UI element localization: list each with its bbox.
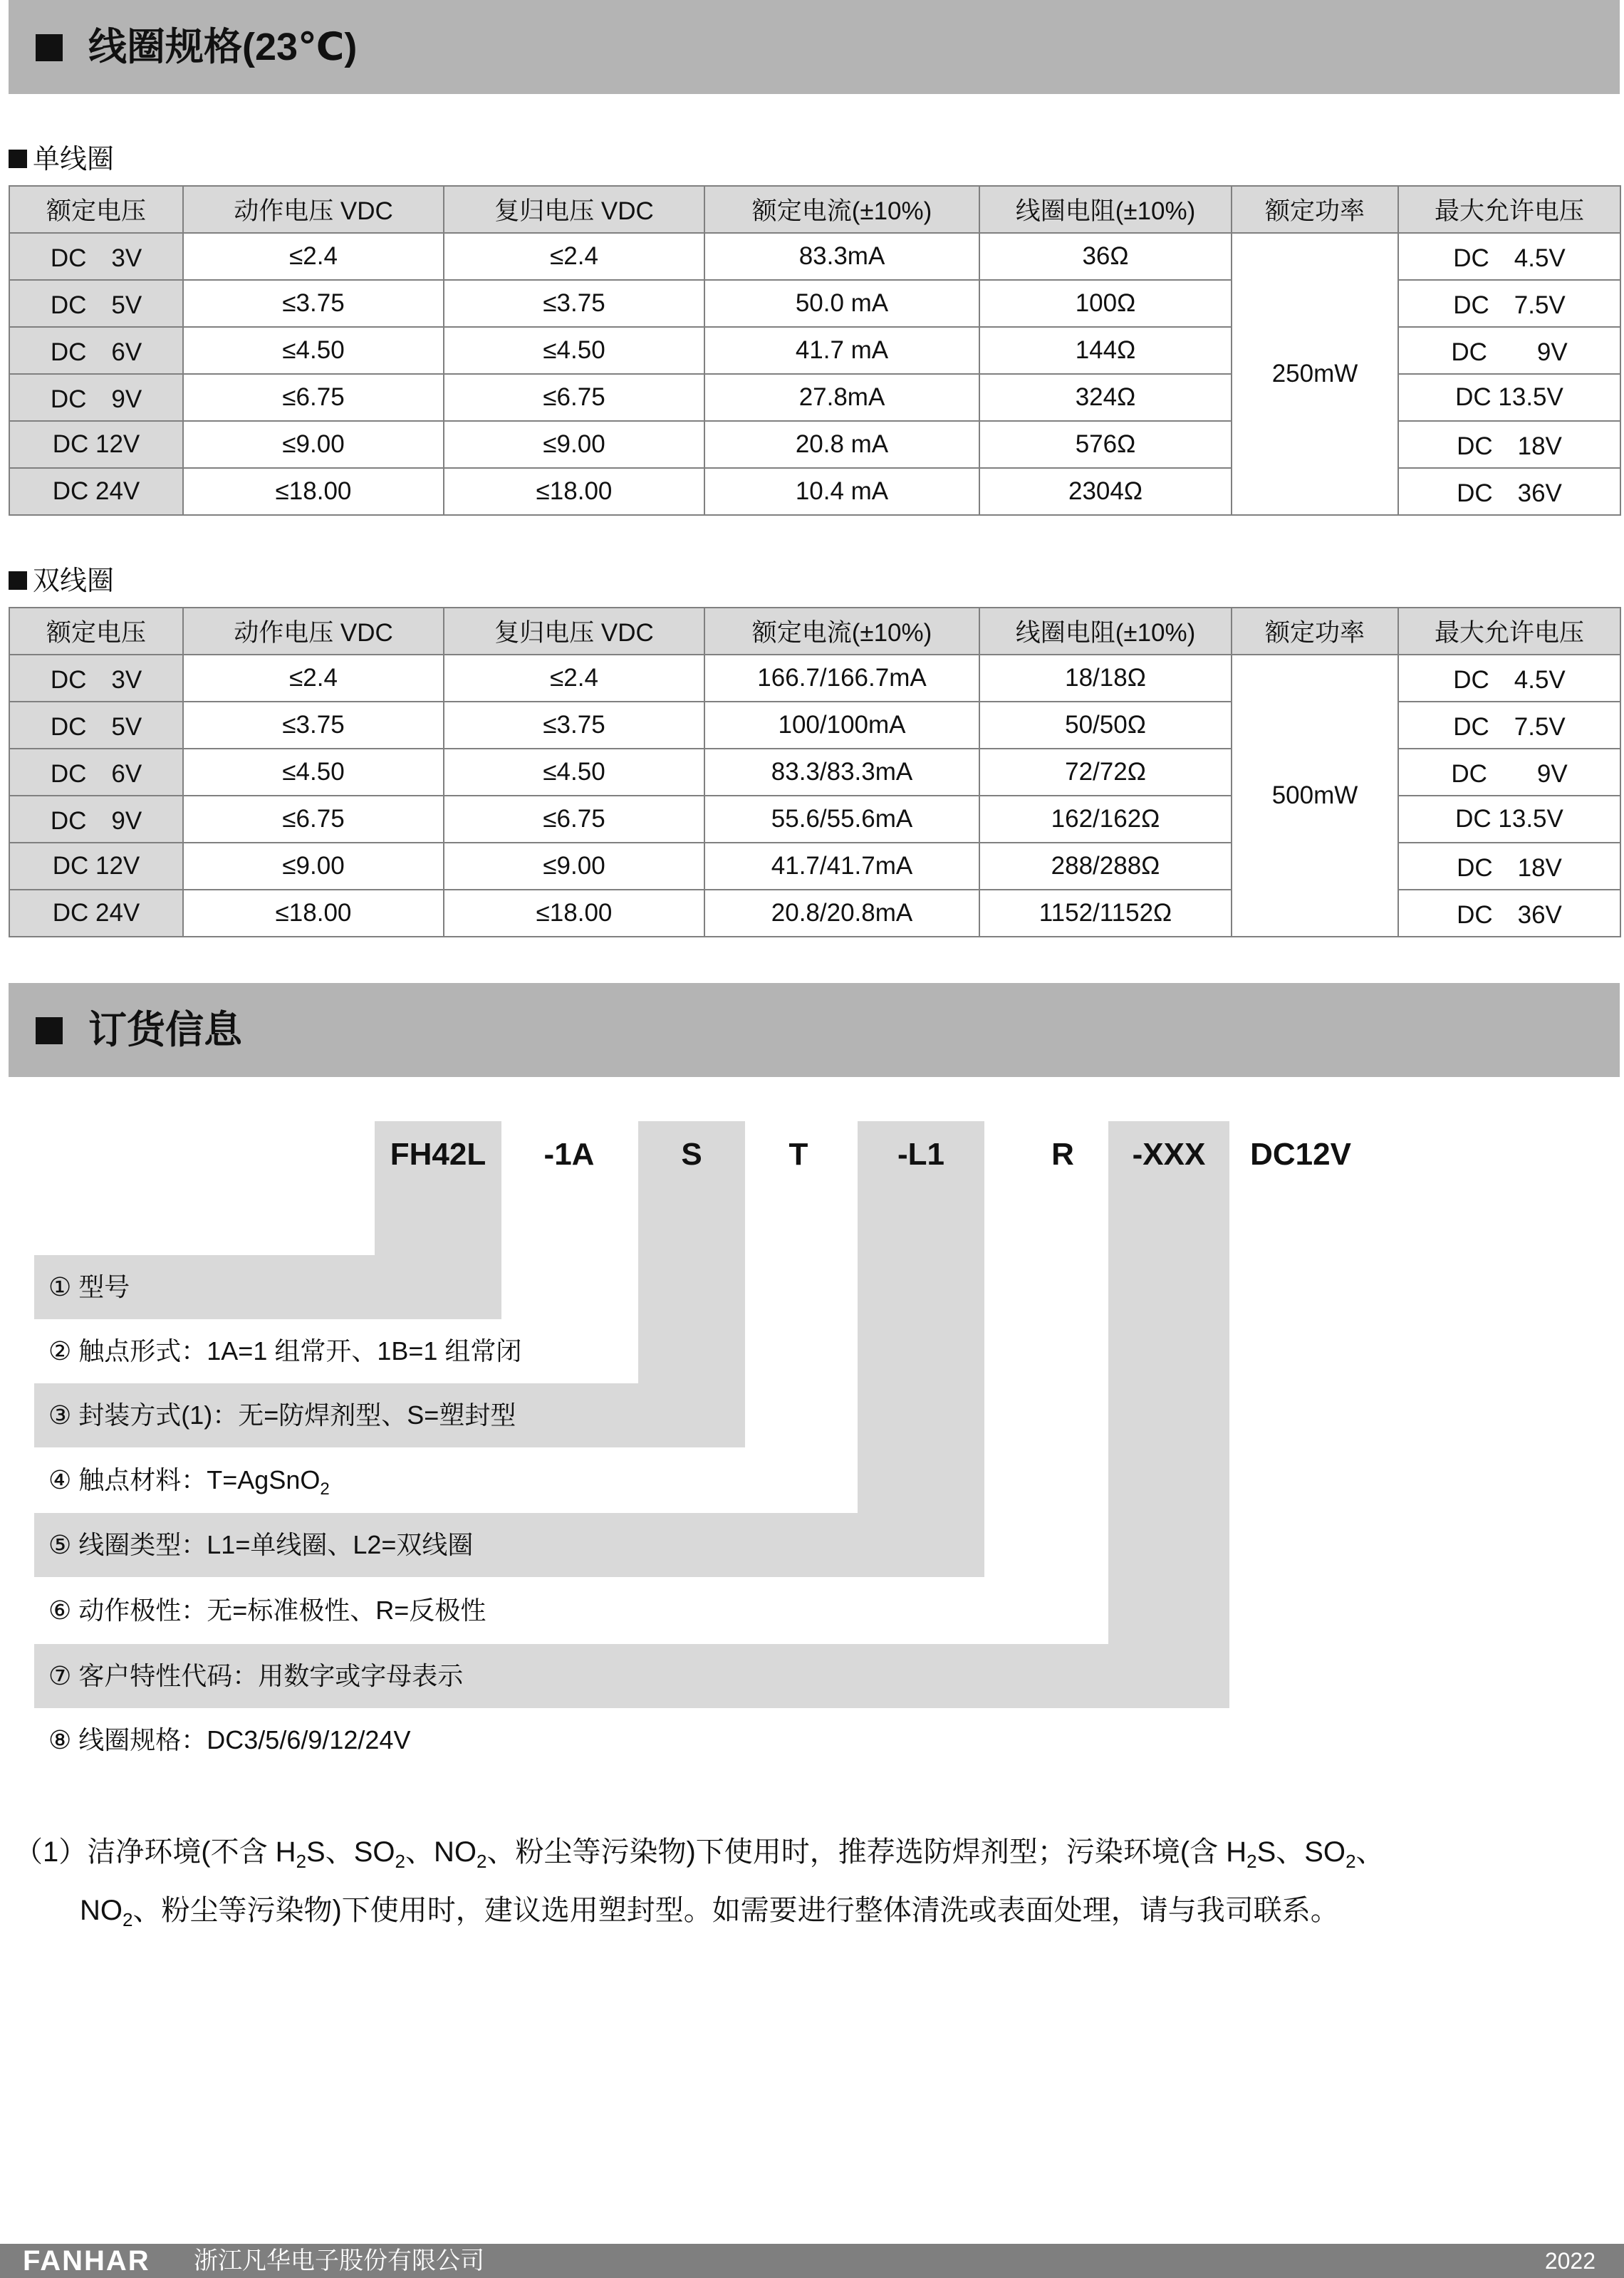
table-cell: DC 18V xyxy=(1398,421,1620,468)
table-cell: DC 9V xyxy=(1398,327,1620,374)
subscript: 2 xyxy=(395,1851,405,1872)
double-coil-table xyxy=(9,607,1621,937)
table-cell: DC 6V xyxy=(9,749,183,796)
legend-item-6 xyxy=(48,1579,486,1643)
table-cell: DC 4.5V xyxy=(1398,655,1620,702)
heading-text: 双线圈 xyxy=(33,566,115,596)
table-cell: 55.6/55.6mA xyxy=(704,796,979,843)
header-cell: 额定电压 xyxy=(9,608,183,655)
table-cell: 288/288Ω xyxy=(979,843,1232,890)
table-cell: 27.8mA xyxy=(704,374,979,421)
table-cell: ≤6.75 xyxy=(444,796,704,843)
table-cell: 324Ω xyxy=(979,374,1232,421)
table-cell: ≤4.50 xyxy=(444,749,704,796)
legend-text: ⑤ 线圈类型：L1=单线圈、L2=双线圈 xyxy=(48,1530,474,1559)
note-text: 、 xyxy=(1355,1836,1385,1868)
note-line-1 xyxy=(14,1824,1385,1890)
table-cell: ≤18.00 xyxy=(444,890,704,937)
table-cell: DC 4.5V xyxy=(1398,233,1620,280)
header-cell: 最大允许电压 xyxy=(1398,186,1620,233)
rated-power-cell: 250mW xyxy=(1232,233,1398,515)
table-cell: ≤3.75 xyxy=(444,702,704,749)
table-cell: 36Ω xyxy=(979,233,1232,280)
table-cell: 20.8 mA xyxy=(704,421,979,468)
note-line-2 xyxy=(80,1882,1339,1948)
table-cell: DC 24V xyxy=(9,468,183,515)
section-title: 订货信息 xyxy=(88,1009,242,1051)
note-text: 、粉尘等污染物)下使用时，推荐选防焊剂型；污染环境(含 H xyxy=(486,1836,1247,1868)
table-cell: 83.3/83.3mA xyxy=(704,749,979,796)
code-segment-model: FH42L xyxy=(390,1137,486,1172)
code-segment-contact-material: T xyxy=(788,1137,808,1172)
table-cell: DC 7.5V xyxy=(1398,702,1620,749)
table-cell: 2304Ω xyxy=(979,468,1232,515)
table-cell: DC 18V xyxy=(1398,843,1620,890)
table-cell: ≤2.4 xyxy=(444,233,704,280)
header-cell: 额定功率 xyxy=(1232,608,1398,655)
table-cell: 20.8/20.8mA xyxy=(704,890,979,937)
table-cell: DC 9V xyxy=(9,796,183,843)
table-cell: DC 5V xyxy=(9,280,183,327)
table-cell: DC 12V xyxy=(9,843,183,890)
table-cell: 41.7/41.7mA xyxy=(704,843,979,890)
header-cell: 额定电流(±10%) xyxy=(704,186,979,233)
table-cell: 83.3mA xyxy=(704,233,979,280)
table-header-row xyxy=(9,186,1620,233)
header-cell: 动作电压 VDC xyxy=(183,608,444,655)
table-cell: DC 36V xyxy=(1398,890,1620,937)
code-segment-customer: -XXX xyxy=(1132,1137,1206,1172)
header-cell: 额定电压 xyxy=(9,186,183,233)
table-cell: ≤9.00 xyxy=(183,843,444,890)
table-cell: DC 13.5V xyxy=(1398,374,1620,421)
table-cell: DC 3V xyxy=(9,655,183,702)
bullet-square-icon xyxy=(36,34,63,61)
table-cell: ≤4.50 xyxy=(183,749,444,796)
code-segment-contact-form: -1A xyxy=(543,1137,595,1172)
table-cell: 144Ω xyxy=(979,327,1232,374)
table-cell: 41.7 mA xyxy=(704,327,979,374)
table-cell: 100Ω xyxy=(979,280,1232,327)
legend-item-3 xyxy=(48,1383,516,1447)
legend-text: ② 触点形式：1A=1 组常开、1B=1 组常闭 xyxy=(48,1336,522,1366)
table-header-row xyxy=(9,608,1620,655)
table-cell: ≤6.75 xyxy=(444,374,704,421)
legend-text: ③ 封装方式(1)：无=防焊剂型、S=塑封型 xyxy=(48,1400,516,1430)
table-cell: ≤4.50 xyxy=(183,327,444,374)
table-cell: DC 6V xyxy=(9,327,183,374)
note-text: （1）洁净环境(不含 H xyxy=(14,1836,296,1868)
subscript: 2 xyxy=(320,1479,330,1499)
table-cell: DC 5V xyxy=(9,702,183,749)
subscript: 2 xyxy=(296,1851,307,1872)
single-coil-heading xyxy=(9,142,114,177)
legend-item-5 xyxy=(48,1513,473,1577)
table-cell: ≤18.00 xyxy=(183,468,444,515)
code-segment-sealing: S xyxy=(681,1137,702,1172)
legend-item-7 xyxy=(48,1644,463,1708)
table-row xyxy=(9,233,1620,280)
header-cell: 复归电压 VDC xyxy=(444,186,704,233)
table-cell: ≤9.00 xyxy=(444,421,704,468)
table-cell: 166.7/166.7mA xyxy=(704,655,979,702)
bullet-square-icon xyxy=(9,571,27,590)
table-cell: ≤3.75 xyxy=(183,702,444,749)
table-cell: DC 24V xyxy=(9,890,183,937)
table-cell: ≤3.75 xyxy=(444,280,704,327)
code-segment-coil-voltage: DC12V xyxy=(1250,1137,1351,1172)
table-cell: 576Ω xyxy=(979,421,1232,468)
table-cell: DC 36V xyxy=(1398,468,1620,515)
subscript: 2 xyxy=(1345,1851,1356,1872)
legend-text: ⑦ 客户特性代码：用数字或字母表示 xyxy=(48,1661,464,1690)
table-row xyxy=(9,655,1620,702)
company-logo: FANHAR xyxy=(23,2245,150,2277)
single-coil-table xyxy=(9,185,1621,516)
header-cell: 线圈电阻(±10%) xyxy=(979,186,1232,233)
legend-text: ⑥ 动作极性：无=标准极性、R=反极性 xyxy=(48,1596,486,1625)
table-cell: DC 9V xyxy=(9,374,183,421)
code-column-customer xyxy=(1108,1121,1229,1708)
table-cell: 10.4 mA xyxy=(704,468,979,515)
table-cell: 162/162Ω xyxy=(979,796,1232,843)
subscript: 2 xyxy=(477,1851,487,1872)
bullet-square-icon xyxy=(9,150,27,168)
subscript: 2 xyxy=(123,1909,133,1930)
table-cell: 50.0 mA xyxy=(704,280,979,327)
table-cell: DC 9V xyxy=(1398,749,1620,796)
table-cell: ≤9.00 xyxy=(444,843,704,890)
table-cell: DC 13.5V xyxy=(1398,796,1620,843)
table-cell: ≤2.4 xyxy=(183,233,444,280)
section-title: 线圈规格(23℃) xyxy=(88,26,358,68)
table-cell: 1152/1152Ω xyxy=(979,890,1232,937)
heading-text: 单线圈 xyxy=(33,145,115,175)
legend-item-1 xyxy=(48,1255,130,1319)
header-cell: 额定功率 xyxy=(1232,186,1398,233)
legend-text: ⑧ 线圈规格：DC3/5/6/9/12/24V xyxy=(48,1725,411,1754)
legend-text: ① 型号 xyxy=(48,1272,130,1301)
header-cell: 额定电流(±10%) xyxy=(704,608,979,655)
table-cell: ≤18.00 xyxy=(183,890,444,937)
note-text: NO xyxy=(80,1895,123,1926)
bullet-square-icon xyxy=(36,1017,63,1044)
note-text: 、粉尘等污染物)下使用时，建议选用塑封型。如需要进行整体清洗或表面处理，请与我司联系。 xyxy=(132,1895,1339,1926)
legend-text: ④ 触点材料：T=AgSnO xyxy=(48,1465,321,1494)
legend-item-8 xyxy=(48,1708,410,1772)
legend-item-2 xyxy=(48,1319,521,1383)
header-cell: 动作电压 VDC xyxy=(183,186,444,233)
table-cell: DC 12V xyxy=(9,421,183,468)
header-cell: 线圈电阻(±10%) xyxy=(979,608,1232,655)
rated-power-cell: 500mW xyxy=(1232,655,1398,937)
company-name: 浙江凡华电子股份有限公司 xyxy=(194,2247,484,2274)
note-text: S、SO xyxy=(306,1836,395,1868)
table-cell: 50/50Ω xyxy=(979,702,1232,749)
header-cell: 最大允许电压 xyxy=(1398,608,1620,655)
section-header-order xyxy=(9,983,1620,1077)
footer-bar xyxy=(0,2244,1624,2278)
code-column-coil-type xyxy=(858,1121,984,1577)
code-segment-polarity: R xyxy=(1051,1137,1074,1172)
section-header-coil xyxy=(9,0,1620,94)
footer-year: 2022 xyxy=(1544,2248,1596,2274)
table-cell: ≤2.4 xyxy=(444,655,704,702)
table-cell: DC 7.5V xyxy=(1398,280,1620,327)
table-cell: ≤4.50 xyxy=(444,327,704,374)
table-cell: 72/72Ω xyxy=(979,749,1232,796)
code-segment-coil-type: -L1 xyxy=(897,1137,944,1172)
table-cell: ≤9.00 xyxy=(183,421,444,468)
table-cell: 100/100mA xyxy=(704,702,979,749)
subscript: 2 xyxy=(1246,1851,1257,1872)
table-cell: ≤2.4 xyxy=(183,655,444,702)
table-cell: ≤3.75 xyxy=(183,280,444,327)
legend-item-4 xyxy=(48,1448,330,1522)
header-cell: 复归电压 VDC xyxy=(444,608,704,655)
table-cell: 18/18Ω xyxy=(979,655,1232,702)
table-cell: ≤6.75 xyxy=(183,374,444,421)
table-cell: ≤18.00 xyxy=(444,468,704,515)
note-text: 、NO xyxy=(405,1836,477,1868)
double-coil-heading xyxy=(9,564,114,598)
note-text: S、SO xyxy=(1256,1836,1346,1868)
table-cell: DC 3V xyxy=(9,233,183,280)
table-cell: ≤6.75 xyxy=(183,796,444,843)
